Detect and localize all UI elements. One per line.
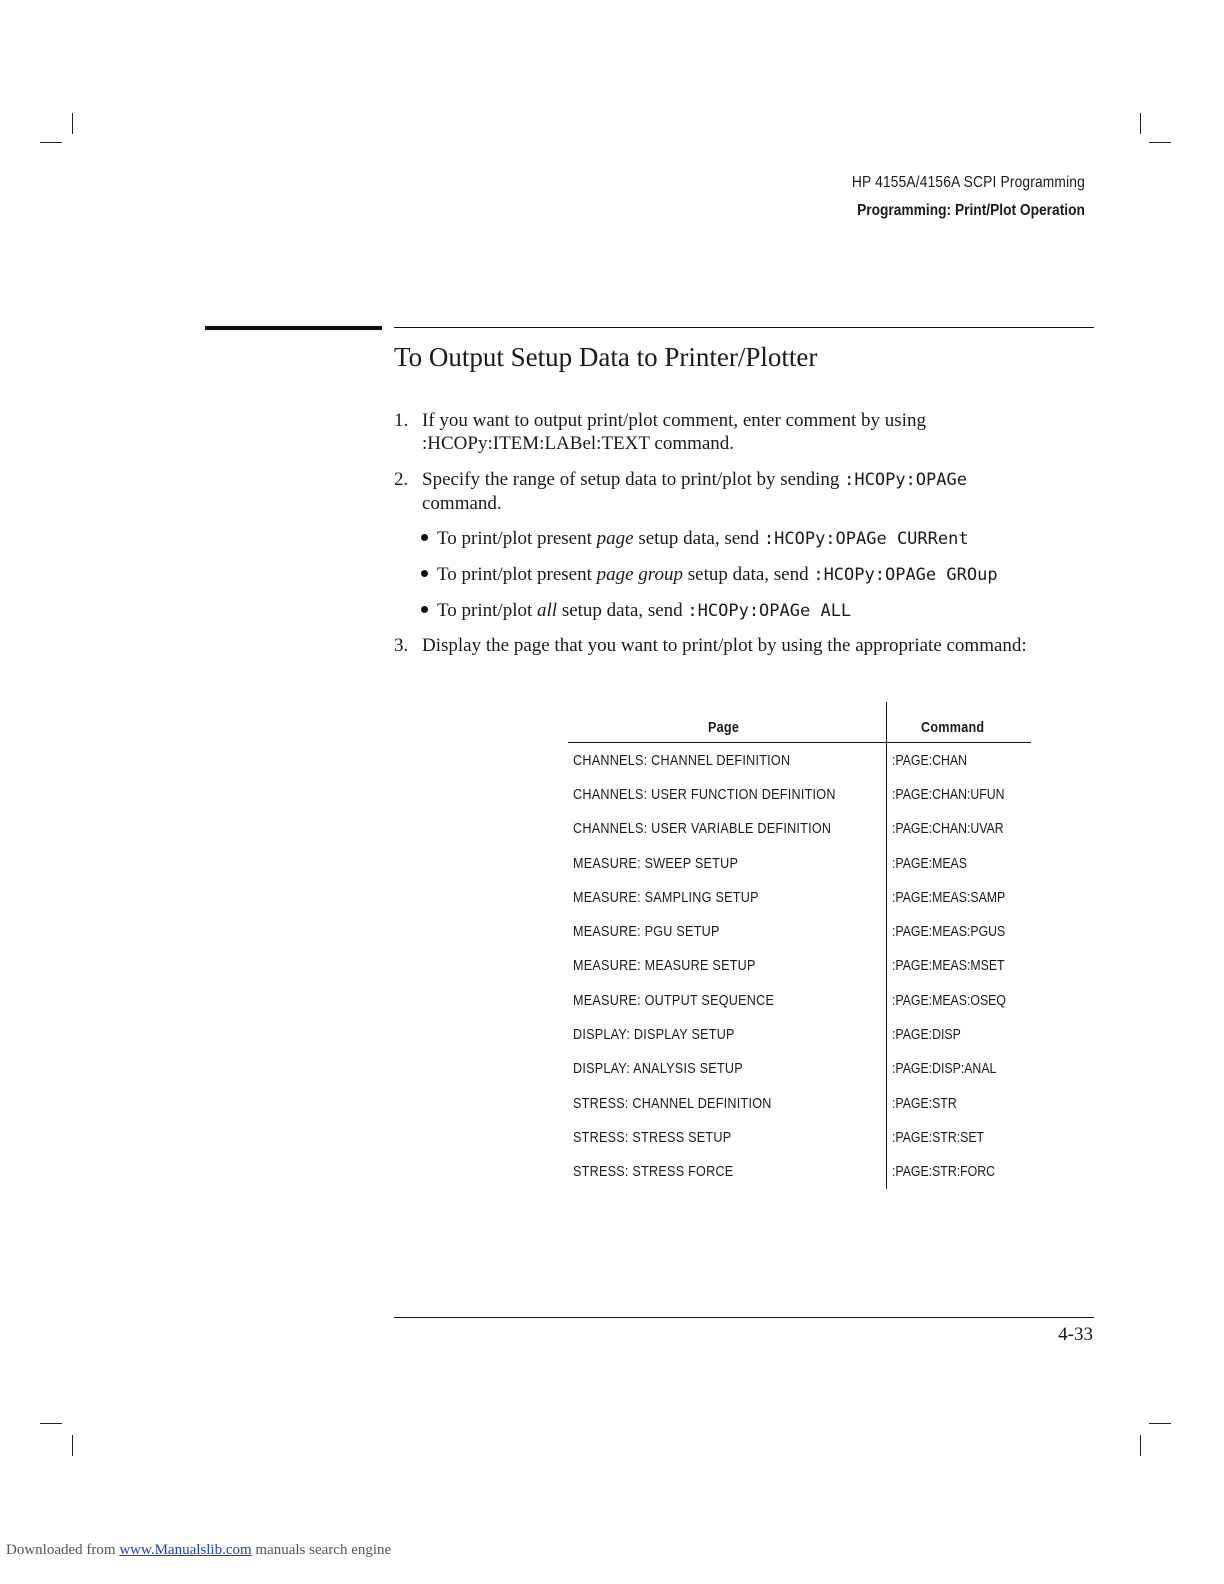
page-cell: STRESS: CHANNEL DEFINITION: [573, 1094, 772, 1112]
crop-mark: [72, 1435, 73, 1456]
bullet-emphasis: all: [537, 600, 558, 621]
table-row: [568, 1155, 1031, 1189]
table-row: [568, 743, 1031, 778]
command-cell: :PAGE:MEAS:SAMP: [891, 888, 1005, 906]
page-number: 4-33: [1058, 1324, 1093, 1345]
command-cell: :PAGE:MEAS: [891, 854, 967, 872]
table-row: [568, 914, 1031, 948]
table-row: [568, 880, 1031, 914]
command-code: :HCOPy:OPAGe GROup: [813, 565, 998, 585]
step-3: [394, 634, 1094, 657]
command-code: :HCOPy:OPAGe: [844, 470, 967, 490]
page-cell: CHANNELS: USER VARIABLE DEFINITION: [573, 820, 832, 838]
section-rule-thick: [205, 326, 382, 330]
download-prefix: Downloaded from: [6, 1542, 120, 1558]
crop-mark: [40, 142, 62, 143]
bullet-text: setup data, send: [557, 600, 688, 621]
command-cell: :PAGE:STR: [891, 1094, 957, 1112]
table-row: [568, 983, 1031, 1017]
bullet-text: To print/plot present: [437, 528, 597, 549]
command-cell: :PAGE:CHAN:UFUN: [891, 785, 1005, 803]
command-cell: :PAGE:DISP:ANAL: [891, 1060, 997, 1078]
bullet-item: [421, 563, 998, 587]
step-number: 1.: [394, 410, 409, 431]
page-cell: CHANNELS: CHANNEL DEFINITION: [573, 751, 791, 769]
table-row: [568, 777, 1031, 811]
section-title: To Output Setup Data to Printer/Plotter: [394, 342, 818, 372]
crop-mark: [1140, 1435, 1141, 1456]
bullet-text: setup data, send: [683, 564, 814, 585]
footer-rule: [394, 1317, 1094, 1318]
page-cell: CHANNELS: USER FUNCTION DEFINITION: [573, 785, 836, 803]
table-header-row: [568, 702, 1031, 743]
bullet-text: To print/plot present: [437, 564, 597, 585]
step-number: 3.: [394, 635, 409, 656]
bullet-icon: [421, 534, 428, 541]
table-row: [568, 1120, 1031, 1154]
step-text: Display the page that you want to print/plot by using the appropriate command:: [422, 635, 1027, 656]
running-header: HP 4155A/4156A SCPI Programming: [851, 174, 1085, 191]
step-text: If you want to output print/plot comment, enter comment by using :HCOPy:ITEM:LABel:TEXT command.: [422, 410, 926, 454]
table-row: [568, 812, 1031, 846]
command-cell: :PAGE:CHAN: [891, 751, 967, 769]
page-cell: DISPLAY: ANALYSIS SETUP: [573, 1060, 743, 1078]
header-label: Command: [920, 719, 985, 736]
command-cell: :PAGE:MEAS:MSET: [891, 957, 1005, 975]
command-cell: :PAGE:CHAN:UVAR: [891, 820, 1004, 838]
step-2: [394, 468, 1094, 515]
bullet-text: To print/plot: [437, 600, 538, 621]
page-cell: MEASURE: PGU SETUP: [573, 923, 720, 941]
running-subheader: Programming: Print/Plot Operation: [857, 202, 1085, 219]
column-header-command: [886, 702, 1030, 743]
header-label: Page: [708, 719, 740, 736]
page-cell: DISPLAY: DISPLAY SETUP: [573, 1026, 735, 1044]
bullet-text: setup data, send: [633, 528, 764, 549]
step-text-part: Specify the range of setup data to print/plot by sending: [422, 469, 845, 490]
table-row: [568, 949, 1031, 983]
crop-mark: [1140, 113, 1141, 134]
command-cell: :PAGE:STR:FORC: [891, 1163, 995, 1181]
command-code: :HCOPy:OPAGe CURRent: [763, 529, 969, 549]
bullet-emphasis: page group: [596, 564, 683, 585]
page-cell: MEASURE: SWEEP SETUP: [573, 854, 739, 872]
manualslib-link[interactable]: www.Manualslib.com: [119, 1542, 252, 1558]
command-code: :HCOPy:OPAGe ALL: [687, 601, 852, 621]
page-cell: MEASURE: MEASURE SETUP: [573, 957, 756, 975]
table-row: [568, 1017, 1031, 1051]
step-text-part: command.: [422, 493, 502, 514]
crop-mark: [72, 113, 73, 134]
crop-mark: [1149, 142, 1171, 143]
table-row: [568, 1052, 1031, 1086]
crop-mark: [40, 1423, 62, 1424]
download-notice: [6, 1542, 391, 1559]
bullet-emphasis: page: [596, 528, 634, 549]
step-text: [422, 468, 1094, 515]
bullet-item: [421, 599, 851, 623]
page-cell: STRESS: STRESS SETUP: [573, 1128, 732, 1146]
table-row: [568, 1086, 1031, 1120]
command-cell: :PAGE:MEAS:OSEQ: [891, 991, 1006, 1009]
page-cell: MEASURE: OUTPUT SEQUENCE: [573, 991, 775, 1009]
step-number: 2.: [394, 469, 409, 490]
step-1: [394, 409, 1094, 455]
section-rule: [394, 327, 1094, 328]
command-cell: :PAGE:MEAS:PGUS: [891, 923, 1005, 941]
bullet-item: [421, 527, 969, 551]
table-row: [568, 846, 1031, 880]
command-cell: :PAGE:STR:SET: [891, 1128, 984, 1146]
download-suffix: manuals search engine: [251, 1542, 392, 1558]
page-cell: STRESS: STRESS FORCE: [573, 1163, 734, 1181]
bullet-icon: [421, 606, 428, 613]
command-cell: :PAGE:DISP: [891, 1026, 961, 1044]
page-cell: MEASURE: SAMPLING SETUP: [573, 888, 759, 906]
column-header-page: [568, 702, 886, 743]
page-command-table: [568, 702, 1031, 1189]
bullet-icon: [421, 570, 428, 577]
crop-mark: [1149, 1423, 1171, 1424]
